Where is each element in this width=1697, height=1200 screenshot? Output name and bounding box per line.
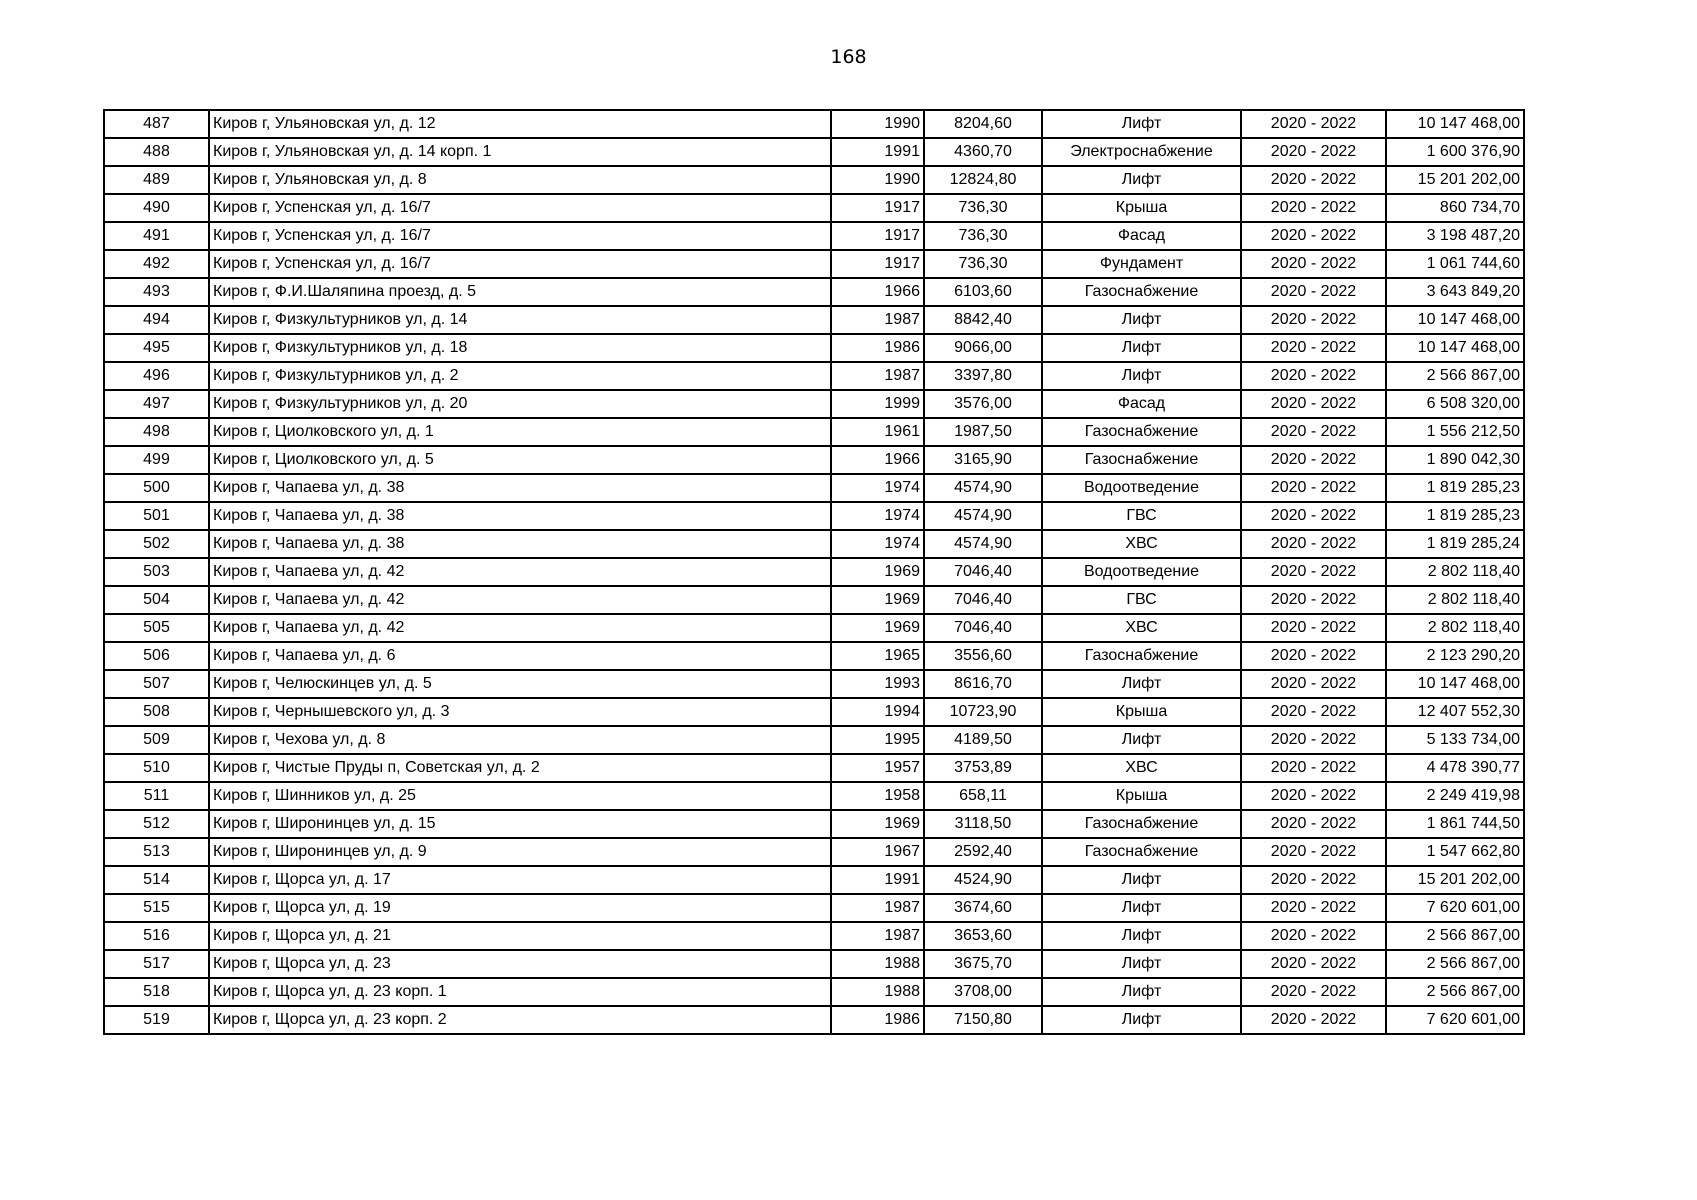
cell-cost: 2 802 118,40 xyxy=(1386,614,1524,642)
cell-year-built: 1991 xyxy=(831,866,924,894)
table-row xyxy=(104,754,1524,782)
cell-address: Киров г, Чистые Пруды п, Советская ул, д. 2 xyxy=(209,754,831,782)
cell-row-number: 493 xyxy=(104,278,209,306)
cell-period: 2020 - 2022 xyxy=(1241,278,1386,306)
cell-area: 9066,00 xyxy=(924,334,1042,362)
cell-address: Киров г, Чернышевского ул, д. 3 xyxy=(209,698,831,726)
cell-address: Киров г, Чапаева ул, д. 42 xyxy=(209,614,831,642)
cell-work-type: Лифт xyxy=(1042,978,1241,1006)
cell-cost: 1 547 662,80 xyxy=(1386,838,1524,866)
cell-cost: 1 819 285,23 xyxy=(1386,502,1524,530)
cell-period: 2020 - 2022 xyxy=(1241,558,1386,586)
cell-cost: 860 734,70 xyxy=(1386,194,1524,222)
cell-cost: 5 133 734,00 xyxy=(1386,726,1524,754)
cell-period: 2020 - 2022 xyxy=(1241,530,1386,558)
cell-year-built: 1974 xyxy=(831,474,924,502)
cell-period: 2020 - 2022 xyxy=(1241,418,1386,446)
table-body xyxy=(104,110,1524,1034)
cell-year-built: 1969 xyxy=(831,558,924,586)
cell-work-type: ХВС xyxy=(1042,530,1241,558)
cell-cost: 1 890 042,30 xyxy=(1386,446,1524,474)
cell-area: 3753,89 xyxy=(924,754,1042,782)
table-row xyxy=(104,698,1524,726)
cell-year-built: 1917 xyxy=(831,194,924,222)
table-row xyxy=(104,978,1524,1006)
cell-year-built: 1993 xyxy=(831,670,924,698)
cell-row-number: 489 xyxy=(104,166,209,194)
cell-address: Киров г, Физкультурников ул, д. 18 xyxy=(209,334,831,362)
cell-cost: 15 201 202,00 xyxy=(1386,866,1524,894)
cell-address: Киров г, Ульяновская ул, д. 14 корп. 1 xyxy=(209,138,831,166)
cell-work-type: ГВС xyxy=(1042,586,1241,614)
cell-year-built: 1988 xyxy=(831,950,924,978)
cell-address: Киров г, Ф.И.Шаляпина проезд, д. 5 xyxy=(209,278,831,306)
cell-work-type: Лифт xyxy=(1042,1006,1241,1034)
cell-year-built: 1969 xyxy=(831,810,924,838)
table-row xyxy=(104,278,1524,306)
table-row xyxy=(104,866,1524,894)
cell-work-type: Газоснабжение xyxy=(1042,278,1241,306)
cell-address: Киров г, Чапаева ул, д. 42 xyxy=(209,586,831,614)
cell-work-type: Фундамент xyxy=(1042,250,1241,278)
cell-period: 2020 - 2022 xyxy=(1241,138,1386,166)
cell-cost: 3 198 487,20 xyxy=(1386,222,1524,250)
cell-address: Киров г, Щорса ул, д. 23 корп. 1 xyxy=(209,978,831,1006)
table-row xyxy=(104,838,1524,866)
cell-work-type: Лифт xyxy=(1042,166,1241,194)
table-row xyxy=(104,418,1524,446)
cell-area: 3653,60 xyxy=(924,922,1042,950)
cell-row-number: 511 xyxy=(104,782,209,810)
cell-area: 8616,70 xyxy=(924,670,1042,698)
cell-cost: 10 147 468,00 xyxy=(1386,670,1524,698)
cell-area: 736,30 xyxy=(924,250,1042,278)
table-row xyxy=(104,642,1524,670)
cell-area: 3675,70 xyxy=(924,950,1042,978)
cell-row-number: 497 xyxy=(104,390,209,418)
cell-row-number: 494 xyxy=(104,306,209,334)
cell-address: Киров г, Чапаева ул, д. 38 xyxy=(209,474,831,502)
cell-area: 3674,60 xyxy=(924,894,1042,922)
table-row xyxy=(104,474,1524,502)
cell-address: Киров г, Циолковского ул, д. 1 xyxy=(209,418,831,446)
cell-address: Киров г, Щорса ул, д. 17 xyxy=(209,866,831,894)
cell-row-number: 516 xyxy=(104,922,209,950)
cell-work-type: Лифт xyxy=(1042,670,1241,698)
cell-cost: 2 802 118,40 xyxy=(1386,586,1524,614)
cell-year-built: 1987 xyxy=(831,362,924,390)
cell-work-type: Газоснабжение xyxy=(1042,446,1241,474)
cell-address: Киров г, Чапаева ул, д. 42 xyxy=(209,558,831,586)
cell-row-number: 501 xyxy=(104,502,209,530)
cell-work-type: ГВС xyxy=(1042,502,1241,530)
cell-area: 2592,40 xyxy=(924,838,1042,866)
cell-area: 4574,90 xyxy=(924,474,1042,502)
cell-row-number: 510 xyxy=(104,754,209,782)
cell-row-number: 514 xyxy=(104,866,209,894)
cell-address: Киров г, Щорса ул, д. 23 корп. 2 xyxy=(209,1006,831,1034)
table-row xyxy=(104,110,1524,138)
cell-address: Киров г, Ульяновская ул, д. 12 xyxy=(209,110,831,138)
table-row xyxy=(104,334,1524,362)
cell-cost: 7 620 601,00 xyxy=(1386,1006,1524,1034)
cell-cost: 15 201 202,00 xyxy=(1386,166,1524,194)
cell-period: 2020 - 2022 xyxy=(1241,754,1386,782)
cell-cost: 12 407 552,30 xyxy=(1386,698,1524,726)
cell-area: 3397,80 xyxy=(924,362,1042,390)
cell-cost: 2 566 867,00 xyxy=(1386,362,1524,390)
cell-area: 3576,00 xyxy=(924,390,1042,418)
cell-row-number: 487 xyxy=(104,110,209,138)
cell-row-number: 492 xyxy=(104,250,209,278)
cell-address: Киров г, Физкультурников ул, д. 20 xyxy=(209,390,831,418)
table-row xyxy=(104,950,1524,978)
cell-row-number: 506 xyxy=(104,642,209,670)
cell-area: 7046,40 xyxy=(924,614,1042,642)
cell-period: 2020 - 2022 xyxy=(1241,446,1386,474)
cell-period: 2020 - 2022 xyxy=(1241,978,1386,1006)
cell-cost: 2 802 118,40 xyxy=(1386,558,1524,586)
table-row xyxy=(104,306,1524,334)
table-row xyxy=(104,138,1524,166)
cell-area: 8204,60 xyxy=(924,110,1042,138)
cell-year-built: 1965 xyxy=(831,642,924,670)
cell-row-number: 517 xyxy=(104,950,209,978)
cell-area: 3556,60 xyxy=(924,642,1042,670)
cell-period: 2020 - 2022 xyxy=(1241,726,1386,754)
cell-cost: 1 861 744,50 xyxy=(1386,810,1524,838)
cell-area: 736,30 xyxy=(924,222,1042,250)
cell-year-built: 1986 xyxy=(831,334,924,362)
cell-area: 10723,90 xyxy=(924,698,1042,726)
cell-row-number: 503 xyxy=(104,558,209,586)
cell-cost: 2 123 290,20 xyxy=(1386,642,1524,670)
cell-cost: 10 147 468,00 xyxy=(1386,334,1524,362)
cell-work-type: Фасад xyxy=(1042,390,1241,418)
cell-address: Киров г, Широнинцев ул, д. 15 xyxy=(209,810,831,838)
cell-address: Киров г, Широнинцев ул, д. 9 xyxy=(209,838,831,866)
cell-row-number: 505 xyxy=(104,614,209,642)
page-number: 168 xyxy=(830,46,867,68)
cell-year-built: 1987 xyxy=(831,894,924,922)
cell-address: Киров г, Ульяновская ул, д. 8 xyxy=(209,166,831,194)
cell-work-type: Лифт xyxy=(1042,894,1241,922)
cell-row-number: 502 xyxy=(104,530,209,558)
cell-address: Киров г, Чехова ул, д. 8 xyxy=(209,726,831,754)
cell-period: 2020 - 2022 xyxy=(1241,950,1386,978)
cell-row-number: 509 xyxy=(104,726,209,754)
cell-period: 2020 - 2022 xyxy=(1241,698,1386,726)
cell-work-type: Водоотведение xyxy=(1042,474,1241,502)
cell-area: 4524,90 xyxy=(924,866,1042,894)
cell-year-built: 1986 xyxy=(831,1006,924,1034)
table-row xyxy=(104,670,1524,698)
cell-work-type: Фасад xyxy=(1042,222,1241,250)
cell-address: Киров г, Шинников ул, д. 25 xyxy=(209,782,831,810)
cell-address: Киров г, Чапаева ул, д. 6 xyxy=(209,642,831,670)
cell-area: 7046,40 xyxy=(924,558,1042,586)
cell-period: 2020 - 2022 xyxy=(1241,390,1386,418)
cell-address: Киров г, Чапаева ул, д. 38 xyxy=(209,502,831,530)
cell-cost: 3 643 849,20 xyxy=(1386,278,1524,306)
cell-work-type: Лифт xyxy=(1042,726,1241,754)
cell-year-built: 1988 xyxy=(831,978,924,1006)
cell-period: 2020 - 2022 xyxy=(1241,474,1386,502)
cell-period: 2020 - 2022 xyxy=(1241,810,1386,838)
cell-cost: 2 249 419,98 xyxy=(1386,782,1524,810)
cell-area: 4189,50 xyxy=(924,726,1042,754)
cell-area: 658,11 xyxy=(924,782,1042,810)
cell-period: 2020 - 2022 xyxy=(1241,110,1386,138)
cell-work-type: Крыша xyxy=(1042,194,1241,222)
cell-row-number: 513 xyxy=(104,838,209,866)
cell-work-type: Лифт xyxy=(1042,362,1241,390)
cell-period: 2020 - 2022 xyxy=(1241,614,1386,642)
table-row xyxy=(104,362,1524,390)
cell-row-number: 488 xyxy=(104,138,209,166)
cell-period: 2020 - 2022 xyxy=(1241,250,1386,278)
cell-row-number: 499 xyxy=(104,446,209,474)
repair-registry-table xyxy=(103,109,1525,1035)
cell-work-type: Лифт xyxy=(1042,306,1241,334)
cell-row-number: 490 xyxy=(104,194,209,222)
table-row xyxy=(104,1006,1524,1034)
cell-period: 2020 - 2022 xyxy=(1241,306,1386,334)
cell-year-built: 1966 xyxy=(831,278,924,306)
cell-cost: 10 147 468,00 xyxy=(1386,306,1524,334)
cell-row-number: 518 xyxy=(104,978,209,1006)
cell-area: 6103,60 xyxy=(924,278,1042,306)
cell-address: Киров г, Циолковского ул, д. 5 xyxy=(209,446,831,474)
cell-work-type: Крыша xyxy=(1042,698,1241,726)
cell-year-built: 1957 xyxy=(831,754,924,782)
cell-year-built: 1969 xyxy=(831,586,924,614)
cell-year-built: 1999 xyxy=(831,390,924,418)
table-row xyxy=(104,502,1524,530)
cell-cost: 2 566 867,00 xyxy=(1386,950,1524,978)
cell-period: 2020 - 2022 xyxy=(1241,922,1386,950)
cell-row-number: 507 xyxy=(104,670,209,698)
cell-period: 2020 - 2022 xyxy=(1241,866,1386,894)
cell-area: 8842,40 xyxy=(924,306,1042,334)
cell-row-number: 491 xyxy=(104,222,209,250)
table-row xyxy=(104,446,1524,474)
cell-area: 4360,70 xyxy=(924,138,1042,166)
cell-year-built: 1966 xyxy=(831,446,924,474)
cell-year-built: 1967 xyxy=(831,838,924,866)
cell-year-built: 1994 xyxy=(831,698,924,726)
cell-year-built: 1974 xyxy=(831,530,924,558)
table-row xyxy=(104,390,1524,418)
cell-year-built: 1917 xyxy=(831,222,924,250)
cell-address: Киров г, Физкультурников ул, д. 2 xyxy=(209,362,831,390)
cell-work-type: ХВС xyxy=(1042,614,1241,642)
cell-row-number: 495 xyxy=(104,334,209,362)
table-row xyxy=(104,726,1524,754)
cell-row-number: 512 xyxy=(104,810,209,838)
cell-cost: 7 620 601,00 xyxy=(1386,894,1524,922)
cell-work-type: Водоотведение xyxy=(1042,558,1241,586)
cell-row-number: 504 xyxy=(104,586,209,614)
cell-cost: 1 600 376,90 xyxy=(1386,138,1524,166)
cell-address: Киров г, Щорса ул, д. 23 xyxy=(209,950,831,978)
cell-address: Киров г, Успенская ул, д. 16/7 xyxy=(209,250,831,278)
cell-year-built: 1990 xyxy=(831,110,924,138)
cell-cost: 1 556 212,50 xyxy=(1386,418,1524,446)
cell-row-number: 519 xyxy=(104,1006,209,1034)
cell-row-number: 498 xyxy=(104,418,209,446)
cell-area: 4574,90 xyxy=(924,530,1042,558)
cell-work-type: Газоснабжение xyxy=(1042,838,1241,866)
cell-period: 2020 - 2022 xyxy=(1241,586,1386,614)
cell-area: 736,30 xyxy=(924,194,1042,222)
cell-work-type: Лифт xyxy=(1042,110,1241,138)
cell-year-built: 1995 xyxy=(831,726,924,754)
cell-year-built: 1974 xyxy=(831,502,924,530)
table-row xyxy=(104,166,1524,194)
cell-area: 3118,50 xyxy=(924,810,1042,838)
table-row xyxy=(104,922,1524,950)
cell-area: 3165,90 xyxy=(924,446,1042,474)
cell-address: Киров г, Физкультурников ул, д. 14 xyxy=(209,306,831,334)
cell-area: 7150,80 xyxy=(924,1006,1042,1034)
cell-area: 7046,40 xyxy=(924,586,1042,614)
cell-year-built: 1969 xyxy=(831,614,924,642)
cell-cost: 1 819 285,24 xyxy=(1386,530,1524,558)
cell-cost: 6 508 320,00 xyxy=(1386,390,1524,418)
table-row xyxy=(104,810,1524,838)
cell-period: 2020 - 2022 xyxy=(1241,782,1386,810)
cell-row-number: 515 xyxy=(104,894,209,922)
table-row xyxy=(104,614,1524,642)
cell-area: 1987,50 xyxy=(924,418,1042,446)
cell-work-type: Крыша xyxy=(1042,782,1241,810)
cell-period: 2020 - 2022 xyxy=(1241,362,1386,390)
cell-year-built: 1961 xyxy=(831,418,924,446)
cell-work-type: Газоснабжение xyxy=(1042,642,1241,670)
table-row xyxy=(104,894,1524,922)
cell-period: 2020 - 2022 xyxy=(1241,670,1386,698)
cell-cost: 10 147 468,00 xyxy=(1386,110,1524,138)
cell-address: Киров г, Успенская ул, д. 16/7 xyxy=(209,194,831,222)
cell-cost: 1 819 285,23 xyxy=(1386,474,1524,502)
cell-work-type: Электроснабжение xyxy=(1042,138,1241,166)
cell-area: 3708,00 xyxy=(924,978,1042,1006)
cell-work-type: ХВС xyxy=(1042,754,1241,782)
table-row xyxy=(104,194,1524,222)
cell-work-type: Лифт xyxy=(1042,334,1241,362)
cell-address: Киров г, Щорса ул, д. 19 xyxy=(209,894,831,922)
cell-row-number: 500 xyxy=(104,474,209,502)
cell-period: 2020 - 2022 xyxy=(1241,194,1386,222)
cell-year-built: 1991 xyxy=(831,138,924,166)
cell-row-number: 508 xyxy=(104,698,209,726)
cell-period: 2020 - 2022 xyxy=(1241,894,1386,922)
cell-period: 2020 - 2022 xyxy=(1241,502,1386,530)
table-row xyxy=(104,222,1524,250)
cell-year-built: 1990 xyxy=(831,166,924,194)
cell-work-type: Лифт xyxy=(1042,950,1241,978)
cell-year-built: 1987 xyxy=(831,306,924,334)
cell-address: Киров г, Челюскинцев ул, д. 5 xyxy=(209,670,831,698)
cell-address: Киров г, Чапаева ул, д. 38 xyxy=(209,530,831,558)
table-row xyxy=(104,782,1524,810)
cell-period: 2020 - 2022 xyxy=(1241,1006,1386,1034)
cell-row-number: 496 xyxy=(104,362,209,390)
cell-year-built: 1987 xyxy=(831,922,924,950)
cell-period: 2020 - 2022 xyxy=(1241,166,1386,194)
cell-period: 2020 - 2022 xyxy=(1241,642,1386,670)
table-row xyxy=(104,530,1524,558)
cell-work-type: Газоснабжение xyxy=(1042,810,1241,838)
cell-address: Киров г, Успенская ул, д. 16/7 xyxy=(209,222,831,250)
cell-address: Киров г, Щорса ул, д. 21 xyxy=(209,922,831,950)
cell-work-type: Газоснабжение xyxy=(1042,418,1241,446)
cell-work-type: Лифт xyxy=(1042,922,1241,950)
cell-year-built: 1917 xyxy=(831,250,924,278)
cell-area: 12824,80 xyxy=(924,166,1042,194)
cell-work-type: Лифт xyxy=(1042,866,1241,894)
table-row xyxy=(104,558,1524,586)
cell-period: 2020 - 2022 xyxy=(1241,838,1386,866)
cell-cost: 2 566 867,00 xyxy=(1386,922,1524,950)
cell-period: 2020 - 2022 xyxy=(1241,222,1386,250)
cell-area: 4574,90 xyxy=(924,502,1042,530)
cell-year-built: 1958 xyxy=(831,782,924,810)
table-row xyxy=(104,586,1524,614)
cell-cost: 4 478 390,77 xyxy=(1386,754,1524,782)
cell-cost: 2 566 867,00 xyxy=(1386,978,1524,1006)
table-row xyxy=(104,250,1524,278)
cell-period: 2020 - 2022 xyxy=(1241,334,1386,362)
cell-cost: 1 061 744,60 xyxy=(1386,250,1524,278)
